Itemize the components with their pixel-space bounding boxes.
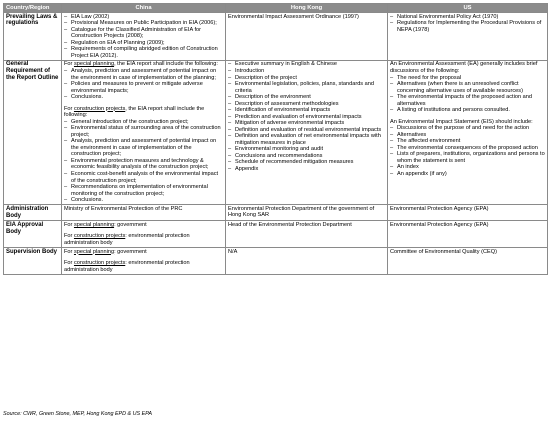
approval-china-construction [64, 233, 223, 246]
special-planning-term: special planning [73, 61, 115, 68]
list-item: – Lists of preparers, institutions, organizations and persons to whom the statement is sent [390, 151, 545, 164]
suffix: : government [114, 248, 147, 255]
list-item: – EIA Law (2002) [64, 14, 223, 21]
row-title-approval: EIA Approval Body [4, 221, 62, 248]
laws-china-cell [62, 12, 226, 60]
eia-comparison-table [3, 3, 548, 275]
outline-hk-list [228, 61, 385, 172]
list-item: – Recommendations on implementation of environmental monitoring of the construction project; [64, 184, 223, 197]
intro-suffix: , the EIA report shall include the following: [64, 105, 205, 119]
list-item: – General introduction of the construction project; [64, 119, 223, 126]
row-approval [4, 221, 548, 248]
row-supervision [4, 247, 548, 274]
list-item: – Environmental status of surrounding area of the construction project; [64, 125, 223, 138]
supervision-china-planning [64, 249, 223, 256]
list-item: – Definition and evaluation of residual environmental impacts [228, 127, 385, 134]
suffix: : environmental protection administration body [64, 260, 190, 273]
laws-us-list [390, 14, 545, 34]
list-item: – Environmental legislation, policies, plans, standards and criteria [228, 81, 385, 94]
prefix: For [64, 221, 74, 228]
list-item: – Policies and measures to prevent or mitigate adverse environmental impacts; [64, 81, 223, 94]
header-row [4, 4, 548, 13]
row-laws [4, 12, 548, 60]
list-item: – Analysis, prediction and assessment of potential impact on the environment in case of implementation of the construction project; [64, 138, 223, 158]
laws-hk-cell [226, 12, 388, 60]
list-item: – A listing of institutions and persons consulted. [390, 107, 545, 114]
outline-us-ea-intro: An Environmental Assessment (EA) generally includes brief discussions of the following: [390, 61, 538, 74]
header-china: China [62, 4, 226, 13]
prefix: For [64, 248, 74, 255]
header-country-region: Country/Region [4, 4, 62, 13]
row-title-outline: General Requirement of the Report Outline [4, 60, 62, 204]
list-item: – Description of assessment methodologies [228, 101, 385, 108]
list-item: – An appendix (if any) [390, 171, 545, 178]
laws-hk-text: Environmental Impact Assessment Ordinance (1997) [228, 13, 359, 20]
construction-projects-term: construction projects [73, 105, 126, 112]
list-item: – Analysis, prediction and assessment of potential impact on the environment in case of implementation of the planning; [64, 68, 223, 81]
source-note: Source: CWR, Green Stone, MEP, Hong Kong EPD & US EPA [3, 411, 153, 417]
list-item: – The affected environment [390, 138, 545, 145]
list-item: – Description of the project [228, 75, 385, 82]
intro-prefix: For [64, 61, 74, 68]
construction-projects-term: construction projects [73, 233, 126, 240]
list-item: – The environmental consequences of the proposed action [390, 145, 545, 152]
outline-china-construction-list [64, 119, 223, 204]
row-admin [4, 205, 548, 221]
row-outline [4, 60, 548, 204]
list-item: – Provisional Measures on Public Participation in EIA (2006); [64, 20, 223, 27]
supervision-china-construction [64, 260, 223, 273]
list-item: – National Environmental Policy Act (1970) [390, 14, 545, 21]
outline-hk-cell [226, 60, 388, 204]
row-title-admin: Administration Body [4, 205, 62, 221]
list-item: – Conclusions. [64, 197, 223, 204]
list-item: – Environmental protection measures and technology & economic feasibility analysis of the construction project; [64, 158, 223, 171]
list-item: – Introduction [228, 68, 385, 75]
intro-suffix: , the EIA report shall include the following: [114, 61, 218, 68]
list-item: – Prediction and evaluation of environmental impacts [228, 114, 385, 121]
list-item: – Appendix [228, 166, 385, 173]
approval-china-cell [62, 221, 226, 248]
admin-china-cell: Ministry of Environmental Protection of the PRC [62, 205, 226, 221]
list-item: – Definition and evaluation of net environmental impacts with mitigation measures in place [228, 133, 385, 146]
approval-china-planning [64, 222, 223, 229]
outline-us-eis-intro: An Environmental Impact Statement (EIS) should include: [390, 118, 533, 125]
list-item: – Environmental monitoring and audit [228, 146, 385, 153]
list-item: – Catalogue for the Classified Administration of EIA for Construction Projects (2008); [64, 27, 223, 40]
list-item: – An index [390, 164, 545, 171]
list-item: – Conclusions and recommendations [228, 153, 385, 160]
list-item: – Discussions of the purpose of and need for the action [390, 125, 545, 132]
special-planning-term: special planning [73, 221, 115, 228]
list-item: – Conclusions. [64, 94, 223, 101]
list-item: – Identification of environmental impacts [228, 107, 385, 114]
list-item: – Requirements of compiling abridged edition of Construction Project EIA (2012). [64, 46, 223, 59]
list-item: – Economic cost-benefit analysis of the environmental impact of the construction project; [64, 171, 223, 184]
supervision-hk-cell: N/A [226, 247, 388, 274]
list-item: – Regulations for Implementing the Procedural Provisions of NEPA (1978) [390, 20, 545, 33]
list-item: – Alternatives [390, 132, 545, 139]
list-item: – Executive summary in English & Chinese [228, 61, 385, 68]
prefix: For [64, 260, 74, 267]
outline-china-intro-construction [64, 106, 223, 119]
header-hong-kong: Hong Kong [226, 4, 388, 13]
prefix: For [64, 233, 74, 240]
approval-us-cell: Environmental Protection Agency (EPA) [388, 221, 548, 248]
outline-us-ea-list [390, 75, 545, 114]
laws-china-list [64, 14, 223, 60]
supervision-china-cell [62, 247, 226, 274]
list-item: – Mitigation of adverse environmental impacts [228, 120, 385, 127]
special-planning-term: special planning [73, 248, 115, 255]
list-item: – Schedule of recommended mitigation measures [228, 159, 385, 166]
header-us: US [388, 4, 548, 13]
construction-projects-term: construction projects [73, 260, 126, 267]
supervision-us-cell: Committee of Environmental Quality (CEQ) [388, 247, 548, 274]
row-title-laws: Prevailing Laws & regulations [4, 12, 62, 60]
approval-hk-cell: Head of the Environmental Protection Department [226, 221, 388, 248]
list-item: – Alternatives (when there is an unresolved conflict concerning alternative uses of available resources) [390, 81, 545, 94]
admin-us-cell: Environmental Protection Agency (EPA) [388, 205, 548, 221]
suffix: : government [114, 221, 147, 228]
outline-china-cell [62, 60, 226, 204]
list-item: – The need for the proposal [390, 75, 545, 82]
outline-us-cell [388, 60, 548, 204]
list-item: – Description of the environment [228, 94, 385, 101]
intro-prefix: For [64, 105, 74, 112]
row-title-supervision: Supervision Body [4, 247, 62, 274]
outline-china-planning-list [64, 68, 223, 101]
outline-us-eis-list [390, 125, 545, 177]
laws-us-cell [388, 12, 548, 60]
list-item: – Regulation on EIA of Planning (2009); [64, 40, 223, 47]
admin-hk-cell: Environmental Protection Department of the government of Hong Kong SAR [226, 205, 388, 221]
list-item: – The environmental impacts of the proposed action and alternatives [390, 94, 545, 107]
suffix: : environmental protection administration body [64, 233, 190, 246]
